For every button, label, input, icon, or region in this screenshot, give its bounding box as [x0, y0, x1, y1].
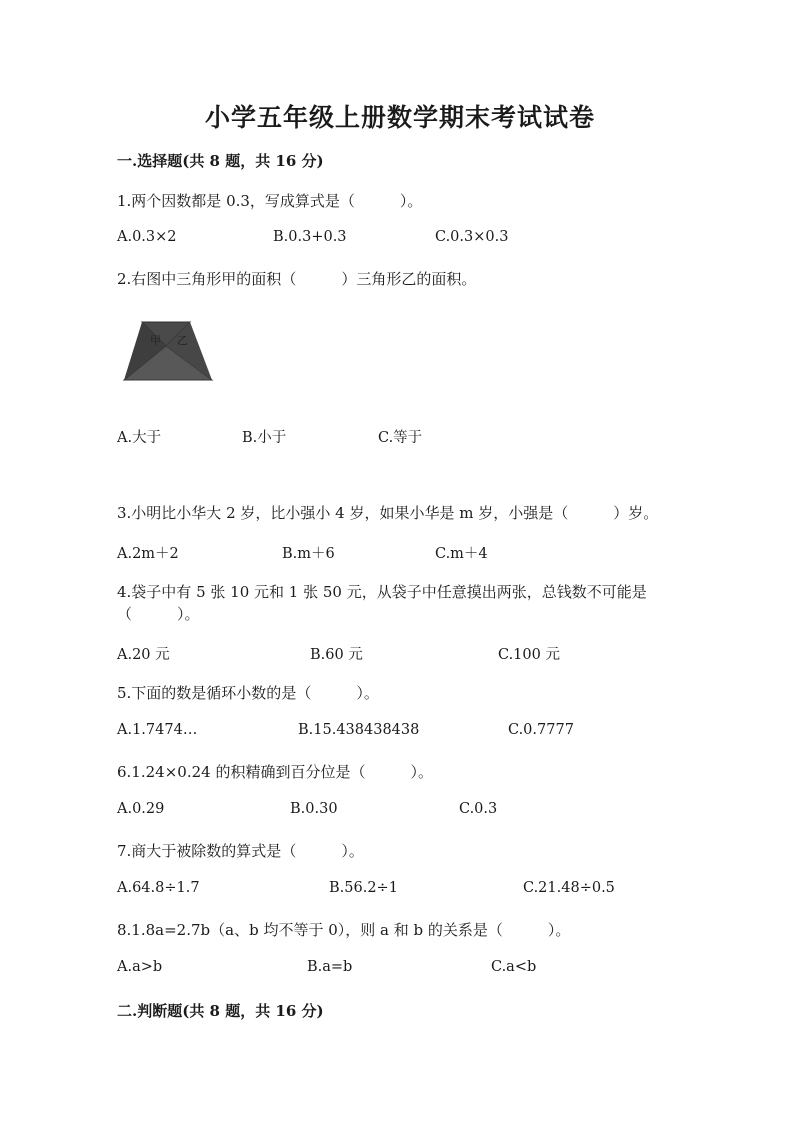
- question-2-option-a: A.大于: [117, 430, 162, 446]
- triangle-figure: [120, 318, 215, 384]
- question-1-stem: 1.两个因数都是 0.3，写成算式是（ ）。: [117, 192, 423, 210]
- question-6-option-b: B.0.30: [290, 801, 338, 817]
- question-5-option-c: C.0.7777: [508, 722, 574, 738]
- figure-label-yi: 乙: [177, 334, 188, 347]
- question-4-option-b: B.60 元: [310, 647, 363, 663]
- question-8-option-a: A.a>b: [117, 959, 163, 975]
- question-1-option-a: A.0.3×2: [117, 229, 177, 245]
- question-2-option-b: B.小于: [242, 430, 287, 446]
- question-8-stem: 8.1.8a=2.7b（a、b 均不等于 0），则 a 和 b 的关系是（ ）。: [117, 921, 571, 939]
- question-4-option-c: C.100 元: [498, 647, 560, 663]
- question-6-option-c: C.0.3: [459, 801, 498, 817]
- question-2-stem: 2.右图中三角形甲的面积（ ）三角形乙的面积。: [117, 270, 477, 288]
- question-7-option-c: C.21.48÷0.5: [523, 880, 615, 896]
- question-4-stem-continued: （ ）。: [117, 605, 200, 623]
- section-heading-judgement: 二.判断题(共 8 题，共 16 分): [117, 1002, 324, 1020]
- question-6-option-a: A.0.29: [117, 801, 165, 817]
- question-3-option-c: C.m＋4: [435, 546, 488, 562]
- question-3-option-a: A.2m＋2: [117, 546, 179, 562]
- figure-label-jia: 甲: [150, 334, 161, 347]
- section-heading-choice: 一.选择题(共 8 题，共 16 分): [117, 152, 324, 170]
- question-7-option-b: B.56.2÷1: [329, 880, 398, 896]
- question-2-option-c: C.等于: [378, 430, 423, 446]
- question-8-option-b: B.a=b: [307, 959, 353, 975]
- question-3-stem: 3.小明比小华大 2 岁，比小强小 4 岁，如果小华是 m 岁，小强是（ ）岁。: [117, 504, 659, 522]
- question-3-option-b: B.m＋6: [282, 546, 335, 562]
- question-5-option-a: A.1.7474…: [117, 722, 198, 738]
- question-6-stem: 6.1.24×0.24 的积精确到百分位是（ ）。: [117, 763, 433, 781]
- page-title: 小学五年级上册数学期末考试试卷: [204, 103, 595, 132]
- question-7-option-a: A.64.8÷1.7: [117, 880, 200, 896]
- question-8-option-c: C.a<b: [491, 959, 537, 975]
- question-1-option-b: B.0.3+0.3: [273, 229, 347, 245]
- question-5-option-b: B.15.438438438: [298, 722, 420, 738]
- question-7-stem: 7.商大于被除数的算式是（ ）。: [117, 842, 364, 860]
- question-4-stem: 4.袋子中有 5 张 10 元和 1 张 50 元，从袋子中任意摸出两张，总钱数不可能是: [117, 583, 647, 601]
- question-5-stem: 5.下面的数是循环小数的是（ ）。: [117, 684, 379, 702]
- question-4-option-a: A.20 元: [117, 647, 170, 663]
- question-1-option-c: C.0.3×0.3: [435, 229, 509, 245]
